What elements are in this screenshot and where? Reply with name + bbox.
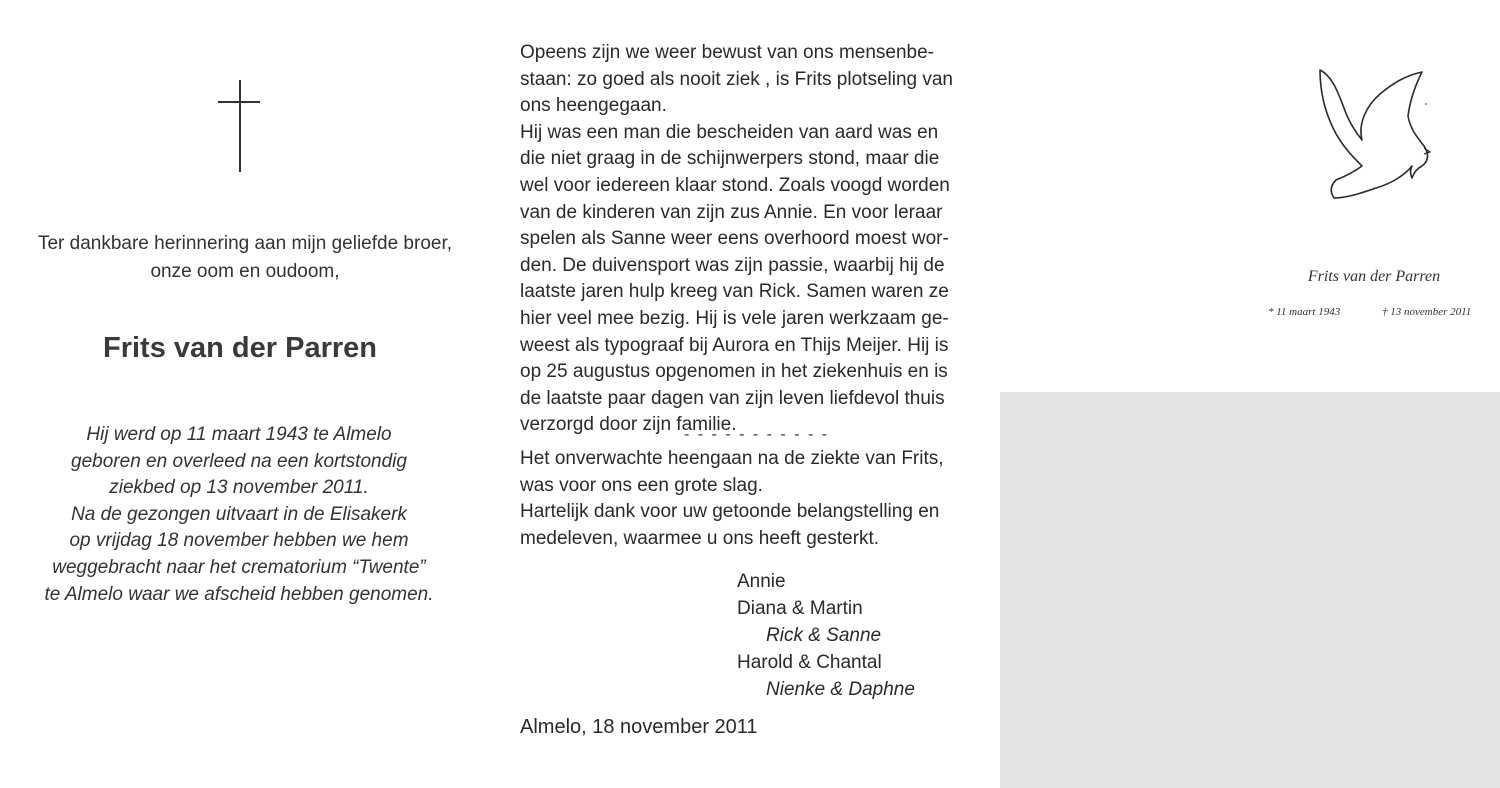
text-line: weest als typograaf bij Aurora en Thijs Meijer. Hij is <box>520 334 949 356</box>
separator: - - - - - - - - - - - <box>684 426 830 443</box>
text-line: medeleven, waarmee u ons heeft gesterkt. <box>520 527 880 549</box>
signers <box>737 568 915 703</box>
text-line: van de kinderen van zijn zus Annie. En voor leraar <box>520 201 943 223</box>
signer-children: Rick & Sanne <box>766 625 882 646</box>
text-line: die niet graag in de schijnwerpers stond, maar die <box>520 148 940 170</box>
signer: Harold & Chantal <box>737 652 882 673</box>
place-date: Almelo, 18 november 2011 <box>520 716 758 738</box>
middle-panel <box>500 0 1000 788</box>
bio-line: weggebracht naar het crematorium “Twente” <box>52 556 426 578</box>
intro-line-2: onze oom en oudoom, <box>150 261 340 282</box>
signer: Annie <box>737 571 786 592</box>
biography <box>0 422 478 608</box>
birth-date: * 11 maart 1943 <box>1268 306 1341 318</box>
text-line: staan: zo goed als nooit ziek , is Frits plotseling van <box>520 68 954 90</box>
text-line: de laatste paar dagen van zijn leven liefdevol thuis <box>520 387 945 409</box>
name-small: Frits van der Parren <box>1307 268 1441 285</box>
text-line: hier veel mee bezig. Hij is vele jaren werkzaam ge- <box>520 307 949 329</box>
text-line: Het onverwachte heengaan na de ziekte van Frits, <box>520 448 944 469</box>
bio-line: Hij werd op 11 maart 1943 te Almelo <box>86 424 392 445</box>
text-line: laatste jaren hulp kreeg van Rick. Samen waren ze <box>520 281 949 303</box>
bio-line: ziekbed op 13 november 2011. <box>109 477 369 499</box>
memorial-text <box>520 40 990 439</box>
text-line: Hij was een man die bescheiden van aard was en <box>520 121 939 143</box>
text-line: den. De duivensport was zijn passie, waarbij hij de <box>520 254 945 276</box>
signer-children: Nienke & Daphne <box>766 679 915 700</box>
text-line: verzorgd door zijn familie. <box>520 414 737 436</box>
text-line: op 25 augustus opgenomen in het ziekenhuis en is <box>520 361 948 383</box>
cross-icon <box>218 80 262 174</box>
thanks-text <box>520 446 990 552</box>
blank-area <box>1000 392 1500 788</box>
signer: Diana & Martin <box>737 598 863 619</box>
bio-line: op vrijdag 18 november hebben we hem <box>69 530 409 552</box>
bio-line: te Almelo waar we afscheid hebben genomen. <box>44 583 434 605</box>
text-line: wel voor iedereen klaar stond. Zoals voogd worden <box>520 174 950 196</box>
text-line: was voor ons een grote slag. <box>520 474 763 496</box>
text-line: Opeens zijn we weer bewust van ons mensenbe- <box>520 42 935 63</box>
bio-line: geboren en overleed na een kortstondig <box>71 450 407 472</box>
deceased-name: Frits van der Parren <box>103 332 377 364</box>
text-line: ons heengegaan. <box>520 95 667 117</box>
intro-line-1: Ter dankbare herinnering aan mijn geliefde broer, <box>37 233 453 254</box>
left-panel <box>0 0 500 788</box>
dove-icon <box>1318 64 1440 206</box>
bio-line: Na de gezongen uitvaart in de Elisakerk <box>71 503 407 525</box>
death-date: † 13 november 2011 <box>1382 306 1472 318</box>
text-line: Hartelijk dank voor uw getoonde belangstelling en <box>520 501 940 523</box>
right-panel <box>1000 0 1500 788</box>
text-line: spelen als Sanne weer eens overhoord moest wor- <box>520 228 949 250</box>
